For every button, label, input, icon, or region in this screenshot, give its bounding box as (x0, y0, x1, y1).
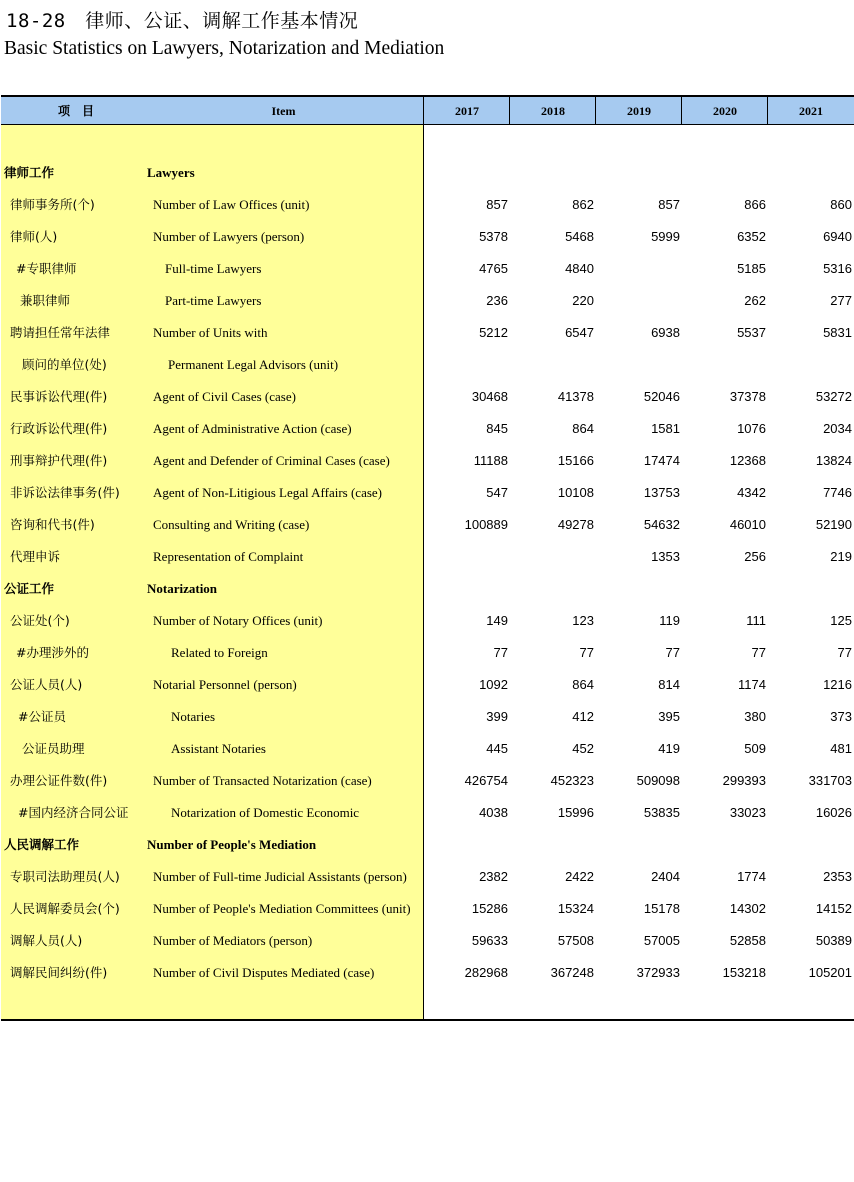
value-cell-2021: 125 (830, 613, 852, 628)
value-cell-2019: 509098 (636, 773, 680, 788)
value-cell-2021: 77 (837, 645, 852, 660)
value-cell-2019: 1353 (651, 549, 680, 564)
table-row (1, 957, 854, 989)
value-cell-2019: 54632 (643, 517, 680, 532)
value-cell-2021: 14152 (815, 901, 852, 916)
value-cell-2019: 372933 (636, 965, 680, 980)
value-cell-2017: 4765 (479, 261, 508, 276)
value-cell-2019: 2404 (651, 869, 680, 884)
header-year-2018: 2018 (541, 104, 565, 118)
header-year-2021: 2021 (799, 104, 823, 118)
header-year-2017: 2017 (455, 104, 479, 118)
table-row (1, 285, 854, 317)
value-cell-2018: 6547 (565, 325, 594, 340)
row-label-cn: 聘请担任常年法律 (10, 325, 111, 340)
table-row (1, 413, 854, 445)
value-cell-2018: 452 (572, 741, 594, 756)
value-cell-2020 (686, 573, 766, 605)
row-label-en: Notarial Personnel (person) (153, 677, 297, 692)
value-cell-2018: 41378 (557, 389, 594, 404)
value-cell-2018: 452323 (550, 773, 594, 788)
row-label-en: Representation of Complaint (153, 549, 304, 564)
value-cell-2019 (600, 349, 680, 381)
value-cell-2017: 845 (486, 421, 508, 436)
value-cell-2017: 547 (486, 485, 508, 500)
value-cell-2017: 426754 (464, 773, 508, 788)
table-row (1, 861, 854, 893)
table-row (1, 509, 854, 541)
value-cell-2017: 77 (493, 645, 508, 660)
value-cell-2020: 509 (744, 741, 766, 756)
row-label-cn: 行政诉讼代理(件) (10, 421, 108, 436)
row-label-cn: 专职司法助理员(人) (10, 869, 120, 884)
value-cell-2020: 380 (744, 709, 766, 724)
row-label-cn: 咨询和代书(件) (10, 517, 95, 532)
table-row (1, 605, 854, 637)
row-label-cn: 公证处(个) (10, 613, 70, 628)
value-cell-2017 (428, 349, 508, 381)
row-label-en: Agent of Non-Litigious Legal Affairs (case) (153, 485, 382, 500)
table-row (1, 541, 854, 573)
value-cell-2020: 6352 (737, 229, 766, 244)
table-row (1, 221, 854, 253)
header-year-2020: 2020 (713, 104, 737, 118)
value-cell-2019: 77 (665, 645, 680, 660)
value-cell-2021: 2034 (823, 421, 852, 436)
row-label-cn: #国内经济合同公证 (18, 805, 129, 820)
value-cell-2018: 15996 (557, 805, 594, 820)
value-cell-2018: 4840 (565, 261, 594, 276)
value-cell-2017: 15286 (471, 901, 508, 916)
value-cell-2018: 123 (572, 613, 594, 628)
value-cell-2020: 77 (751, 645, 766, 660)
row-label-cn: 调解人员(人) (10, 933, 83, 948)
value-cell-2017: 30468 (471, 389, 508, 404)
value-cell-2019 (600, 157, 680, 189)
value-cell-2018 (514, 541, 594, 573)
value-cell-2021: 1216 (823, 677, 852, 692)
value-cell-2020: 52858 (729, 933, 766, 948)
row-label-en: Number of Lawyers (person) (153, 229, 305, 244)
value-cell-2017: 149 (486, 613, 508, 628)
row-label-en: Lawyers (147, 165, 195, 180)
value-cell-2021: 373 (830, 709, 852, 724)
value-cell-2018: 864 (572, 677, 594, 692)
value-cell-2018 (514, 829, 594, 861)
value-cell-2021: 52190 (815, 517, 852, 532)
value-cell-2020: 4342 (737, 485, 766, 500)
value-cell-2018: 220 (572, 293, 594, 308)
row-label-cn: 律师事务所(个) (10, 197, 95, 212)
value-cell-2018: 864 (572, 421, 594, 436)
value-cell-2021: 5831 (823, 325, 852, 340)
row-label-cn: 公证人员(人) (10, 677, 83, 692)
value-cell-2017: 4038 (479, 805, 508, 820)
value-cell-2020 (686, 829, 766, 861)
statistics-table (1, 95, 854, 1022)
page-title-cn: 18-28 律师、公证、调解工作基本情况 (6, 10, 359, 32)
table-row (1, 349, 854, 381)
value-cell-2020 (686, 349, 766, 381)
value-cell-2019: 395 (658, 709, 680, 724)
table-row (1, 701, 854, 733)
value-cell-2018 (514, 349, 594, 381)
row-label-en: Number of People's Mediation (147, 837, 317, 852)
table-header (1, 95, 854, 125)
table-row (1, 637, 854, 669)
value-cell-2018: 2422 (565, 869, 594, 884)
value-cell-2018: 862 (572, 197, 594, 212)
value-cell-2017 (428, 541, 508, 573)
row-label-en: Notarization of Domestic Economic (171, 805, 360, 820)
row-label-en: Notaries (171, 709, 216, 724)
row-label-en: Number of Law Offices (unit) (153, 197, 310, 212)
value-cell-2020: 33023 (729, 805, 766, 820)
value-cell-2021: 6940 (823, 229, 852, 244)
value-cell-2021 (772, 349, 852, 381)
value-cell-2021: 5316 (823, 261, 852, 276)
value-cell-2018: 15324 (557, 901, 594, 916)
value-cell-2019 (600, 285, 680, 317)
table-row (1, 381, 854, 413)
row-label-en: Number of Transacted Notarization (case) (153, 773, 372, 788)
row-label-en: Agent of Administrative Action (case) (153, 421, 352, 436)
value-cell-2017: 282968 (464, 965, 508, 980)
value-cell-2020: 46010 (729, 517, 766, 532)
row-label-en: Number of Units with (153, 325, 268, 340)
value-cell-2018: 10108 (557, 485, 594, 500)
value-cell-2020: 111 (746, 613, 766, 628)
row-label-cn: 办理公证件数(件) (10, 773, 108, 788)
row-label-cn: #公证员 (18, 709, 66, 724)
value-cell-2019: 5999 (651, 229, 680, 244)
table-row (1, 477, 854, 509)
row-label-en: Agent of Civil Cases (case) (153, 389, 296, 404)
value-cell-2020: 1076 (737, 421, 766, 436)
row-label-cn: 人民调解委员会(个) (10, 901, 120, 916)
row-label-en: Agent and Defender of Criminal Cases (case) (153, 453, 390, 468)
value-cell-2017: 857 (486, 197, 508, 212)
value-cell-2021: 277 (830, 293, 852, 308)
row-label-cn: 非诉讼法律事务(件) (10, 485, 120, 500)
row-label-en: Full-time Lawyers (165, 261, 262, 276)
table-row (1, 925, 854, 957)
table-row (1, 157, 854, 189)
table-row (1, 253, 854, 285)
value-cell-2019: 15178 (643, 901, 680, 916)
row-label-en: Permanent Legal Advisors (unit) (168, 357, 339, 372)
header-item-en: Item (271, 104, 296, 118)
value-cell-2019: 53835 (643, 805, 680, 820)
value-cell-2017: 2382 (479, 869, 508, 884)
value-cell-2018: 77 (579, 645, 594, 660)
row-label-en: Notarization (147, 581, 218, 596)
value-cell-2018: 412 (572, 709, 594, 724)
value-cell-2021: 219 (830, 549, 852, 564)
row-label-en: Assistant Notaries (171, 741, 266, 756)
value-cell-2019 (600, 253, 680, 285)
table-row (1, 317, 854, 349)
value-cell-2019: 419 (658, 741, 680, 756)
header-year-2019: 2019 (627, 104, 651, 118)
value-cell-2021: 50389 (815, 933, 852, 948)
value-cell-2017: 1092 (479, 677, 508, 692)
value-cell-2021 (772, 573, 852, 605)
value-cell-2019: 52046 (643, 389, 680, 404)
value-cell-2021 (772, 829, 852, 861)
row-label-cn: 代理申诉 (10, 549, 61, 564)
table-row (1, 829, 854, 861)
row-label-cn: 兼职律师 (20, 293, 71, 308)
row-label-en: Consulting and Writing (case) (153, 517, 310, 532)
value-cell-2019: 119 (659, 613, 680, 628)
table-row (1, 893, 854, 925)
row-label-cn: #专职律师 (16, 261, 77, 276)
table-row (1, 189, 854, 221)
table-bottom-rule (1, 1019, 854, 1021)
page-title-en: Basic Statistics on Lawyers, Notarization and Mediation (4, 38, 445, 59)
value-cell-2017: 11188 (473, 453, 508, 468)
row-label-en: Number of People's Mediation Committees (unit) (153, 901, 411, 916)
value-cell-2019: 57005 (643, 933, 680, 948)
value-cell-2020: 262 (744, 293, 766, 308)
value-cell-2017: 236 (486, 293, 508, 308)
value-cell-2021: 53272 (815, 389, 852, 404)
value-cell-2021: 331703 (808, 773, 852, 788)
value-cell-2019 (600, 829, 680, 861)
value-cell-2019 (600, 573, 680, 605)
value-cell-2020: 866 (744, 197, 766, 212)
row-label-cn: 人民调解工作 (4, 837, 80, 852)
value-cell-2020: 14302 (729, 901, 766, 916)
row-label-cn: 律师工作 (4, 165, 55, 180)
row-label-cn: 调解民间纠纷(件) (10, 965, 108, 980)
row-label-en: Number of Civil Disputes Mediated (case) (153, 965, 375, 980)
table-row (1, 797, 854, 829)
row-label-cn: 刑事辩护代理(件) (10, 453, 108, 468)
row-label-cn: #办理涉外的 (16, 645, 89, 660)
value-cell-2021: 481 (830, 741, 852, 756)
row-label-en: Part-time Lawyers (165, 293, 262, 308)
value-cell-2018: 5468 (565, 229, 594, 244)
row-label-en: Number of Full-time Judicial Assistants (person) (153, 869, 407, 884)
value-cell-2018: 367248 (550, 965, 594, 980)
value-cell-2017: 100889 (464, 517, 508, 532)
row-label-cn: 公证工作 (4, 581, 55, 596)
value-cell-2020: 5185 (737, 261, 766, 276)
value-cell-2018 (514, 573, 594, 605)
value-cell-2021: 7746 (823, 485, 852, 500)
value-cell-2019: 814 (658, 677, 680, 692)
value-cell-2021: 860 (830, 197, 852, 212)
header-item-cn: 项 目 (57, 104, 94, 118)
value-cell-2019: 1581 (651, 421, 680, 436)
value-cell-2021: 13824 (815, 453, 852, 468)
value-cell-2017: 59633 (471, 933, 508, 948)
value-cell-2020: 1774 (737, 869, 766, 884)
value-cell-2019: 17474 (643, 453, 680, 468)
value-cell-2020: 5537 (737, 325, 766, 340)
value-cell-2021: 2353 (823, 869, 852, 884)
row-label-cn: 顾问的单位(处) (22, 357, 107, 372)
value-cell-2021: 105201 (808, 965, 852, 980)
row-label-en: Number of Notary Offices (unit) (153, 613, 323, 628)
value-cell-2019: 13753 (643, 485, 680, 500)
value-cell-2017: 445 (486, 741, 508, 756)
value-cell-2017: 5378 (479, 229, 508, 244)
value-cell-2020: 37378 (729, 389, 766, 404)
value-cell-2021 (772, 157, 852, 189)
value-cell-2019: 6938 (651, 325, 680, 340)
value-cell-2017 (428, 573, 508, 605)
row-label-en: Number of Mediators (person) (153, 933, 313, 948)
value-cell-2017: 399 (486, 709, 508, 724)
value-cell-2020: 153218 (722, 965, 766, 980)
value-cell-2020 (686, 157, 766, 189)
table-row (1, 445, 854, 477)
value-cell-2021: 16026 (815, 805, 852, 820)
value-cell-2017 (428, 157, 508, 189)
table-row (1, 573, 854, 605)
value-cell-2019: 857 (658, 197, 680, 212)
value-cell-2020: 299393 (722, 773, 766, 788)
value-cell-2020: 1174 (738, 677, 766, 692)
value-cell-2018: 57508 (557, 933, 594, 948)
value-cell-2018 (514, 157, 594, 189)
value-cell-2018: 49278 (557, 517, 594, 532)
value-cell-2017 (428, 829, 508, 861)
table-row (1, 669, 854, 701)
value-cell-2018: 15166 (557, 453, 594, 468)
value-cell-2017: 5212 (479, 325, 508, 340)
row-label-cn: 民事诉讼代理(件) (10, 389, 108, 404)
row-label-en: Related to Foreign (171, 645, 268, 660)
table-row (1, 765, 854, 797)
value-cell-2020: 12368 (729, 453, 766, 468)
row-label-cn: 律师(人) (10, 229, 58, 244)
row-label-cn: 公证员助理 (22, 741, 85, 756)
value-cell-2020: 256 (744, 549, 766, 564)
table-row (1, 733, 854, 765)
